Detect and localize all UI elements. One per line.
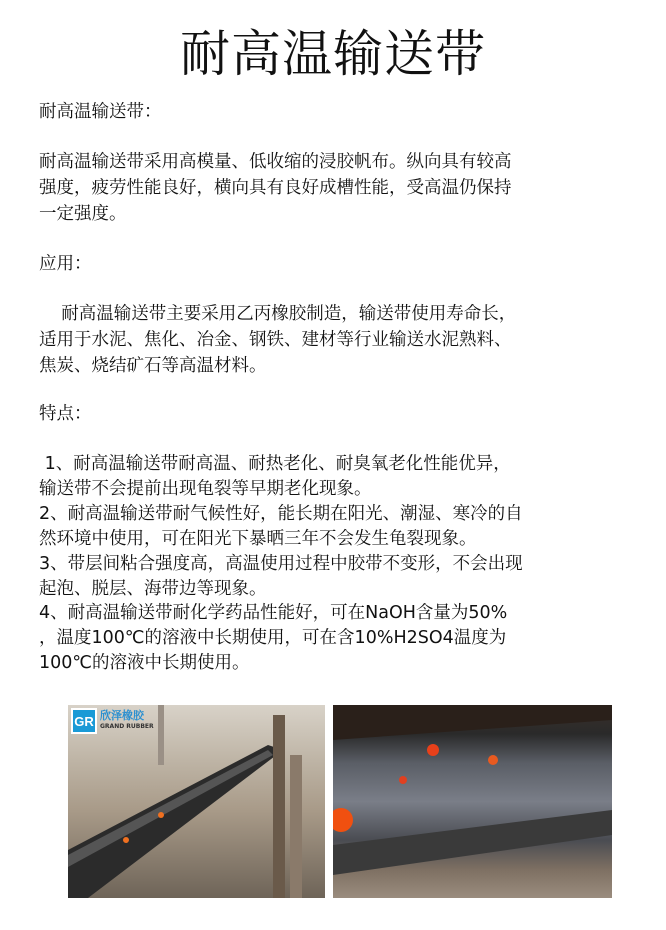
intro-text-line: 强度，疲劳性能良好，横向具有良好成槽性能，受高温仍保持 xyxy=(39,178,512,198)
intro-text-line: 一定强度。 xyxy=(39,204,127,224)
feature-text-line: 1、耐高温输送带耐高温、耐热老化、耐臭氧老化性能优异， xyxy=(39,454,511,474)
application-text-line: 适用于水泥、焦化、冶金、钢铁、建材等行业输送水泥熟料、 xyxy=(39,330,512,350)
brand-logo-sub: GRAND RUBBER xyxy=(100,723,154,730)
application-heading: 应用： xyxy=(39,254,92,274)
brand-logo-mark: GR xyxy=(71,708,97,734)
brand-logo-name: 欣泽橡胶 xyxy=(100,709,144,722)
feature-text-line: 然环境中使用，可在阳光下暴晒三年不会发生龟裂现象。 xyxy=(39,529,477,549)
page-title: 耐高温输送带 xyxy=(180,25,486,83)
application-text-line: 耐高温输送带主要采用乙丙橡胶制造，输送带使用寿命长， xyxy=(39,304,517,324)
feature-text-line: ，温度100℃的溶液中长期使用，可在含10%H2SO4温度为 xyxy=(39,628,507,648)
feature-text-line: 100℃的溶液中长期使用。 xyxy=(39,653,250,673)
feature-text-line: 起泡、脱层、海带边等现象。 xyxy=(39,579,267,599)
hot-material-belt-photo xyxy=(333,705,612,898)
feature-text-line: 2、耐高温输送带耐气候性好，能长期在阳光、潮湿、寒冷的自 xyxy=(39,504,523,524)
features-heading: 特点： xyxy=(39,404,92,424)
brand-logo xyxy=(71,708,154,734)
conveyor-belt-photo xyxy=(68,705,325,898)
feature-text-line: 4、耐高温输送带耐化学药品性能好，可在NaOH含量为50% xyxy=(39,603,508,623)
feature-text-line: 3、带层间粘合强度高，高温使用过程中胶带不变形，不会出现 xyxy=(39,554,523,574)
intro-heading: 耐高温输送带： xyxy=(39,102,162,122)
intro-text-line: 耐高温输送带采用高模量、低收缩的浸胶帆布。纵向具有较高 xyxy=(39,152,512,172)
feature-text-line: 输送带不会提前出现龟裂等早期老化现象。 xyxy=(39,479,372,499)
application-text-line: 焦炭、烧结矿石等高温材料。 xyxy=(39,356,267,376)
